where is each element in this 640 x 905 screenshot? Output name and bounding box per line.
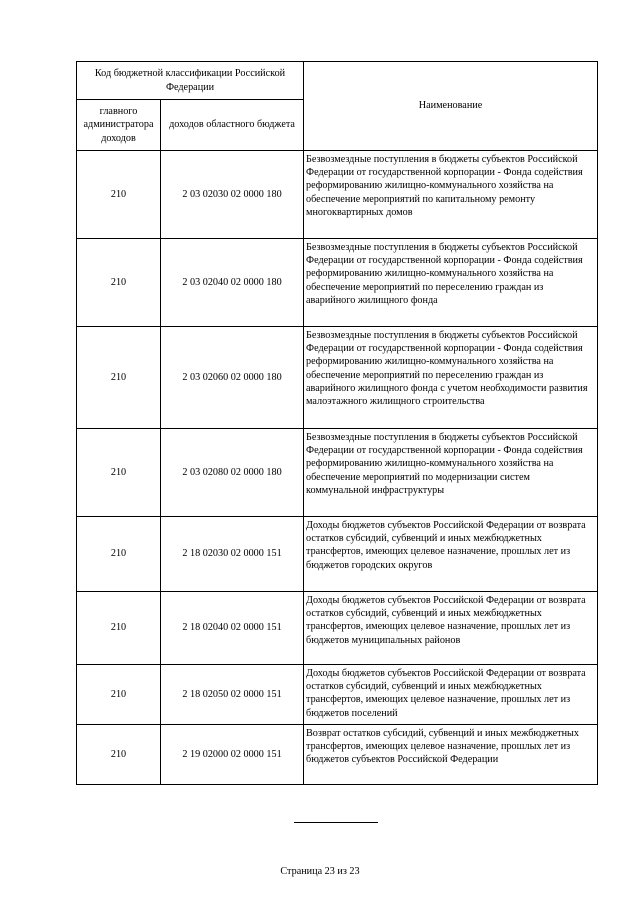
header-name: Наименование [304,62,598,151]
footnote-divider [294,822,378,823]
name-cell: Возврат остатков субсидий, субвенций и иных межбюджетных трансфертов, имеющих целевое назначение, прошлых лет из бюджетов субъектов Российской Федерации [304,725,598,785]
header-admin: главного администратора доходов [77,100,161,151]
table-row [77,239,598,327]
name-cell: Безвозмездные поступления в бюджеты субъектов Российской Федерации от государственной корпорации - Фонда содействия реформированию жилищно-коммунального хозяйства на обеспечение мероприятий по переселению граждан из аварийного жилищного фонда с учетом необходимости развития малоэтажного жилищного строительства [304,327,598,429]
table-row [77,151,598,239]
admin-code-cell: 210 [77,592,161,665]
budget-code-cell: 2 19 02000 02 0000 151 [161,725,304,785]
admin-code-cell: 210 [77,725,161,785]
table-row [77,327,598,429]
name-cell: Безвозмездные поступления в бюджеты субъектов Российской Федерации от государственной корпорации - Фонда содействия реформированию жилищно-коммунального хозяйства на обеспечение мероприятий по модернизации систем коммунальной инфраструктуры [304,429,598,517]
table-row [77,517,598,592]
budget-code-cell: 2 03 02040 02 0000 180 [161,239,304,327]
budget-code-cell: 2 18 02040 02 0000 151 [161,592,304,665]
admin-code-cell: 210 [77,429,161,517]
admin-code-cell: 210 [77,665,161,725]
page-number: Страница 23 из 23 [280,866,360,877]
admin-code-cell: 210 [77,151,161,239]
admin-code-cell: 210 [77,517,161,592]
name-cell: Доходы бюджетов субъектов Российской Федерации от возврата остатков субсидий, субвенций и иных межбюджетных трансфертов, имеющих целевое назначение, прошлых лет из бюджетов городских округов [304,517,598,592]
name-cell: Доходы бюджетов субъектов Российской Федерации от возврата остатков субсидий, субвенций и иных межбюджетных трансфертов, имеющих целевое назначение, прошлых лет из бюджетов муниципальных районов [304,592,598,665]
name-cell: Доходы бюджетов субъектов Российской Федерации от возврата остатков субсидий, субвенций и иных межбюджетных трансфертов, имеющих целевое назначение, прошлых лет из бюджетов поселений [304,665,598,725]
table-row [77,429,598,517]
budget-code-cell: 2 18 02050 02 0000 151 [161,665,304,725]
table-row [77,665,598,725]
header-group-title: Код бюджетной классификации Российской Федерации [77,62,304,100]
admin-code-cell: 210 [77,239,161,327]
table-header-row [77,62,598,100]
budget-code-cell: 2 18 02030 02 0000 151 [161,517,304,592]
name-cell: Безвозмездные поступления в бюджеты субъектов Российской Федерации от государственной корпорации - Фонда содействия реформированию жилищно-коммунального хозяйства на обеспечение мероприятий по переселению граждан из аварийного жилищного фонда [304,239,598,327]
budget-code-cell: 2 03 02080 02 0000 180 [161,429,304,517]
name-cell: Безвозмездные поступления в бюджеты субъектов Российской Федерации от государственной корпорации - Фонда содействия реформированию жилищно-коммунального хозяйства на обеспечение мероприятий по капитальному ремонту многоквартирных домов [304,151,598,239]
budget-code-cell: 2 03 02030 02 0000 180 [161,151,304,239]
admin-code-cell: 210 [77,327,161,429]
budget-code-cell: 2 03 02060 02 0000 180 [161,327,304,429]
header-code: доходов областного бюджета [161,100,304,151]
table-row [77,725,598,785]
table-row [77,592,598,665]
budget-classification-table [76,61,598,785]
